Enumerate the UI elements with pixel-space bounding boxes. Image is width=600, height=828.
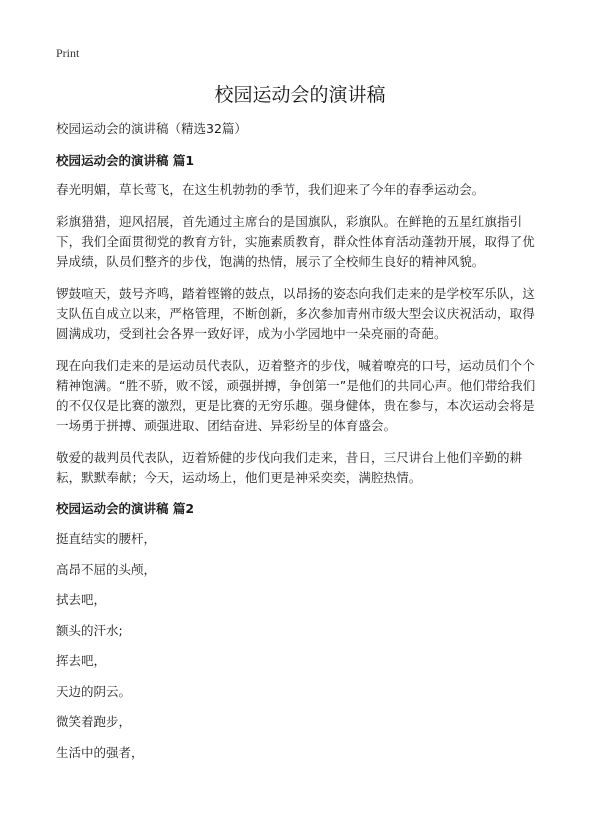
poem-line: 高昂不屈的头颅，: [56, 561, 157, 577]
document-subtitle: 校园运动会的演讲稿（精选32篇）: [56, 121, 247, 136]
section-2: [56, 500, 546, 762]
poem-line: 生活中的强者，: [56, 744, 144, 760]
poem-line: 挺直结实的腰杆，: [56, 531, 157, 546]
poem-line: 挥去吧，: [56, 653, 107, 668]
paragraph: 现在向我们走来的是运动员代表队，迈着整齐的步伐，喊着嘹亮的口号，运动员们个个精神饱满。“胜不骄，败不馁，顽强拼搏，争创第一”是他们的共同心声。他们带给我们的不仅仅是比赛的激烈，更是比赛的无穷乐趣。强身健体，贵在参与，本次运动会将是一场勇于拼搏、顽强进取、团结奋进、异彩纷呈的体育盛会。: [56, 358, 536, 433]
document-body: [56, 120, 546, 774]
paragraph: 彩旗猎猎，迎风招展，首先通过主席台的是国旗队，彩旗队。在鲜艳的五星红旗指引下，我们全面贯彻党的教育方针，实施素质教育，群众性体育活动蓬勃开展，取得了优异成绩，队员们整齐的步伐，饱满的热情，展示了全校师生良好的精神风貌。: [56, 214, 535, 269]
poem-line: 额头的汗水;: [56, 622, 123, 638]
print-link[interactable]: Print: [56, 46, 80, 60]
poem-line: 微笑着跑步，: [56, 714, 132, 729]
paragraph: 春光明媚，草长莺飞，在这生机勃勃的季节，我们迎来了今年的春季运动会。: [56, 182, 485, 197]
poem-line: 拭去吧，: [56, 592, 107, 607]
poem-line: 天边的阴云。: [56, 683, 132, 699]
page-title: 校园运动会的演讲稿: [214, 84, 386, 106]
section-1: [56, 152, 546, 488]
paragraph: 锣鼓喧天，鼓号齐鸣，踏着铿锵的鼓点，以昂扬的姿态向我们走来的是学校军乐队，这支队伍自成立以来，严格管理，不断创新，多次参加青州市级大型会议庆祝活动，取得圆满成功，受到社会各界一致好评，成为小学园地中一朵亮丽的奇葩。: [56, 286, 535, 341]
section-heading: 校园运动会的演讲稿 篇1: [56, 153, 195, 168]
section-heading: 校园运动会的演讲稿 篇2: [56, 501, 195, 516]
paragraph: 敬爱的裁判员代表队，迈着矫健的步伐向我们走来，昔日，三尺讲台上他们辛勤的耕耘，默默奉献；今天，运动场上，他们更是神采奕奕，满腔热情。: [56, 450, 523, 485]
